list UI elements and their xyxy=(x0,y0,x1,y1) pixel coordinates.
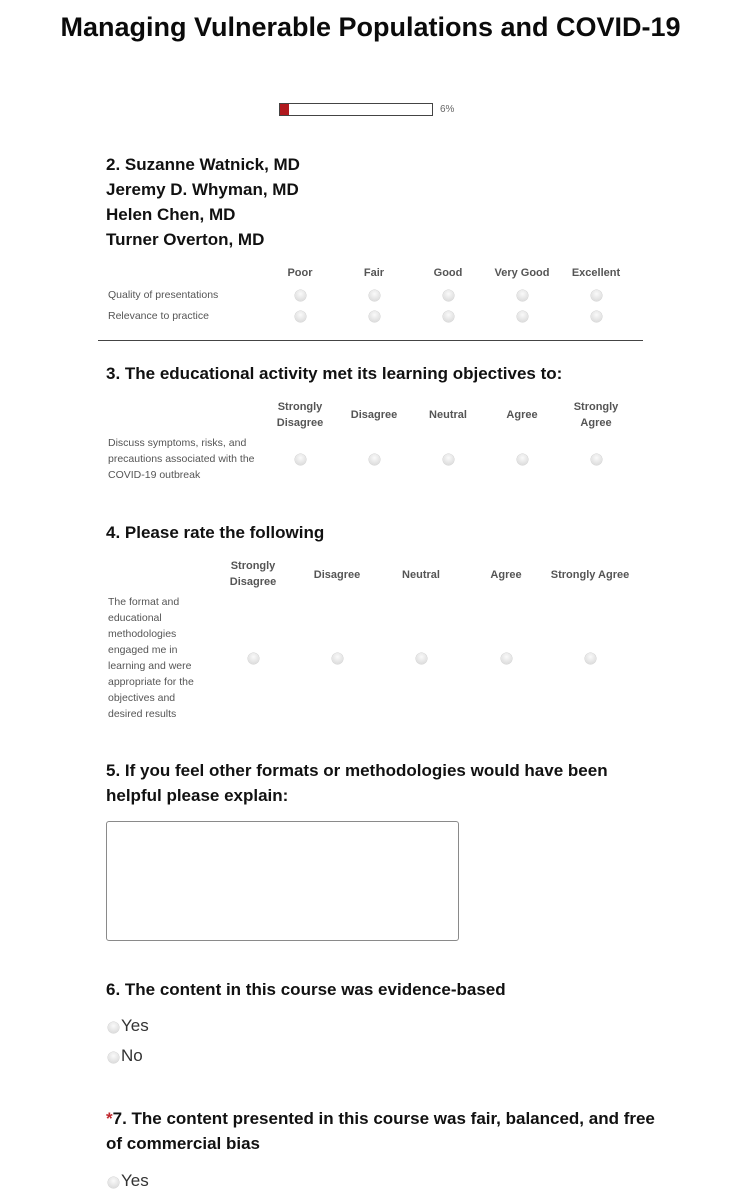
question-6-title: 6. The content in this course was evidence-based xyxy=(106,980,506,999)
q2-row2-very-good-radio[interactable] xyxy=(517,311,528,322)
q2-col-very-good: Very Good xyxy=(494,267,550,279)
q3-col-agree: Agree xyxy=(506,409,538,421)
q4-col-neutral: Neutral xyxy=(402,569,440,581)
question-2-title-line: 2. Suzanne Watnick, MD xyxy=(106,155,300,174)
q2-row1-fair-radio[interactable] xyxy=(369,290,380,301)
q3-agree-radio[interactable] xyxy=(517,454,528,465)
q4-strongly-disagree-radio[interactable] xyxy=(248,653,259,664)
q7-yes-radio[interactable] xyxy=(108,1177,119,1188)
q2-row1-very-good-radio[interactable] xyxy=(517,290,528,301)
q2-col-poor: Poor xyxy=(287,267,313,279)
q4-col-disagree: Disagree xyxy=(313,569,361,581)
question-4-title: 4. Please rate the following xyxy=(106,523,325,542)
explanation-textarea[interactable] xyxy=(106,821,459,941)
q6-no-radio[interactable] xyxy=(108,1052,119,1063)
q2-row2-fair-radio[interactable] xyxy=(369,311,380,322)
q2-col-fair: Fair xyxy=(363,267,385,279)
q4-col-strongly-disagree: Strongly Disagree xyxy=(229,560,277,588)
question-7-title xyxy=(106,1106,666,1156)
q6-yes-label: Yes xyxy=(121,1016,149,1035)
q4-neutral-radio[interactable] xyxy=(416,653,427,664)
q3-col-strongly-disagree: Strongly Disagree xyxy=(276,401,324,429)
required-marker: * xyxy=(106,1109,113,1128)
q3-col-neutral: Neutral xyxy=(429,409,467,421)
q6-yes-radio[interactable] xyxy=(108,1022,119,1033)
progress-bar xyxy=(279,103,433,116)
q4-agree-radio[interactable] xyxy=(501,653,512,664)
q4-row-label: The format and educational methodologies engaged me in learning and were appropriate for the objectives and desired results xyxy=(108,596,194,720)
q2-col-excellent: Excellent xyxy=(571,267,621,279)
q3-col-disagree: Disagree xyxy=(350,409,398,421)
progress-bar-fill xyxy=(280,104,289,115)
q3-disagree-radio[interactable] xyxy=(369,454,380,465)
q3-strongly-agree-radio[interactable] xyxy=(591,454,602,465)
q2-row1-excellent-radio[interactable] xyxy=(591,290,602,301)
q2-row-label: Quality of presentations xyxy=(108,289,219,301)
q2-row2-excellent-radio[interactable] xyxy=(591,311,602,322)
q2-row1-poor-radio[interactable] xyxy=(295,290,306,301)
question-3-title: 3. The educational activity met its learning objectives to: xyxy=(106,364,563,383)
q2-row1-good-radio[interactable] xyxy=(443,290,454,301)
q4-col-strongly-agree: Strongly Agree xyxy=(550,569,630,581)
q3-strongly-disagree-radio[interactable] xyxy=(295,454,306,465)
q4-strongly-agree-radio[interactable] xyxy=(585,653,596,664)
progress-percent: 6% xyxy=(440,104,455,115)
question-2-title-line: Turner Overton, MD xyxy=(106,230,265,249)
q4-disagree-radio[interactable] xyxy=(332,653,343,664)
question-2-title xyxy=(106,152,300,252)
q7-yes-label: Yes xyxy=(121,1171,149,1190)
q2-col-good: Good xyxy=(433,267,463,279)
q2-row-label: Relevance to practice xyxy=(108,310,209,322)
section-divider xyxy=(98,340,643,341)
q4-col-agree: Agree xyxy=(490,569,522,581)
question-7-title-text: 7. The content presented in this course was fair, balanced, and free of commercial bias xyxy=(106,1109,655,1153)
question-5-title: 5. If you feel other formats or methodologies would have been helpful please explain: xyxy=(106,761,608,805)
q3-col-strongly-agree: Strongly Agree xyxy=(573,401,619,429)
q3-row-label: Discuss symptoms, risks, and precautions associated with the COVID-19 outbreak xyxy=(108,437,255,481)
q3-neutral-radio[interactable] xyxy=(443,454,454,465)
q2-row2-poor-radio[interactable] xyxy=(295,311,306,322)
q6-no-label: No xyxy=(121,1046,143,1065)
survey-title: Managing Vulnerable Populations and COVID-19 xyxy=(60,12,681,42)
question-2-title-line: Helen Chen, MD xyxy=(106,205,236,224)
question-2-title-line: Jeremy D. Whyman, MD xyxy=(106,180,299,199)
q2-row2-good-radio[interactable] xyxy=(443,311,454,322)
